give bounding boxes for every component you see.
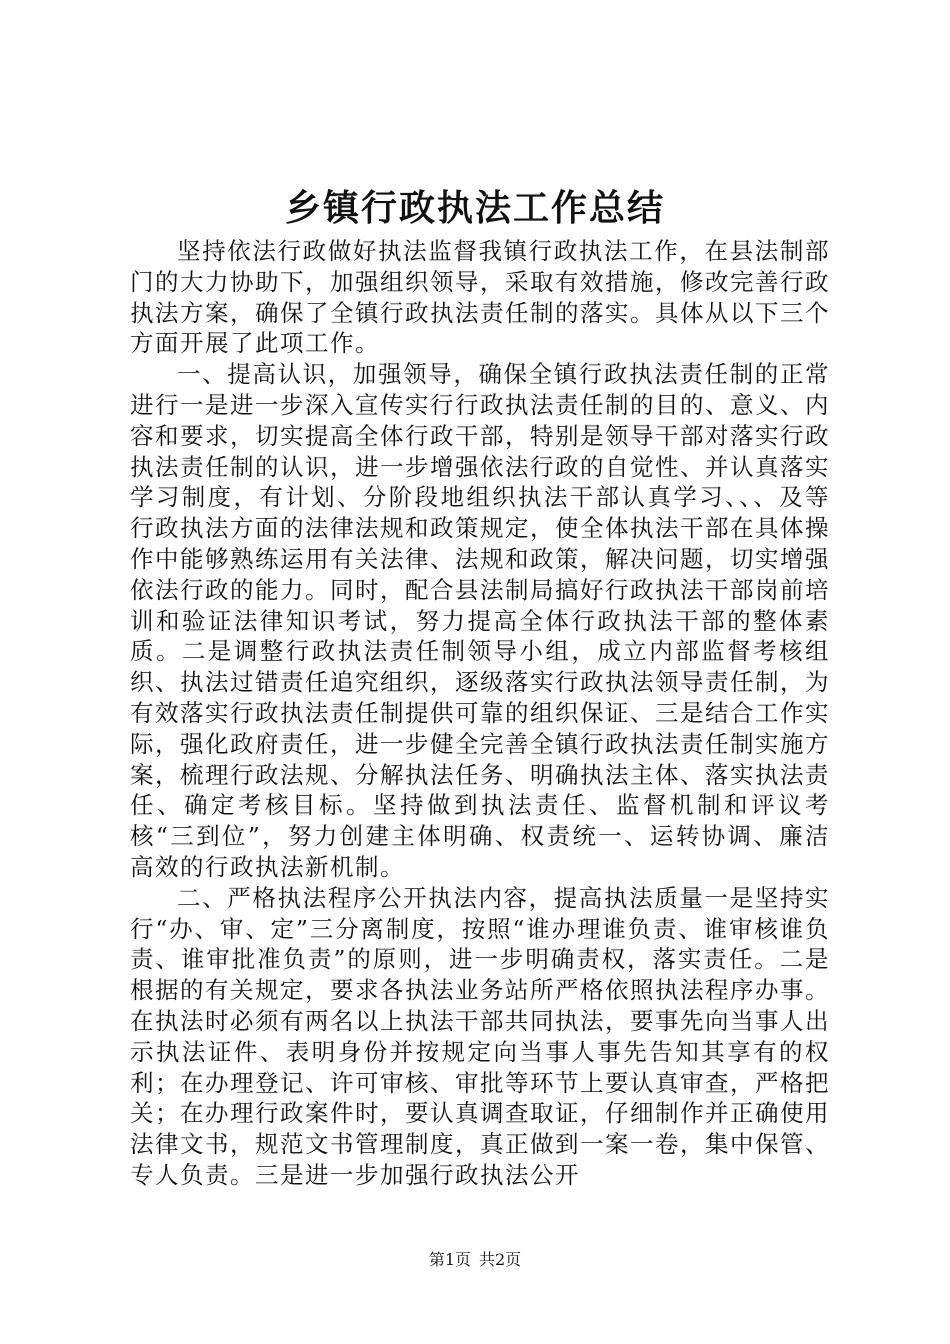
paragraph-intro: 坚持依法行政做好执法监督我镇行政执法工作，在县法制部门的大力协助下，加强组织领导，采取有效措施，修改完善行政执法方案，确保了全镇行政执法责任制的落实。具体从以下三个方面开展了此项工作。 <box>130 237 830 358</box>
document-body <box>130 236 830 1191</box>
page-footer <box>0 1248 950 1272</box>
paragraph-section-two: 二、严格执法程序公开执法内容，提高执法质量一是坚持实行“办、审、定”三分离制度，按照“谁办理谁负责、谁审核谁负责、谁审批准负责”的原则，进一步明确责权，落实责任。二是根据的有关规定，要求各执法业务站所严格依照执法程序办事。在执法时必须有两名以上执法干部共同执法，要事先向当事人出示执法证件、表明身份并按规定向当事人事先告知其享有的权利；在办理登记、许可审核、审批等环节上要认真审查，严格把关；在办理行政案件时，要认真调查取证，仔细制作并正确使用法律文书，规范文书管理制度，真正做到一案一卷，集中保管、专人负责。三是进一步加强行政执法公开 <box>130 883 830 1189</box>
page-total: 共2页 <box>479 1250 522 1269</box>
page-number: 第1页 <box>428 1250 471 1269</box>
paragraph-section-one: 一、提高认识，加强领导，确保全镇行政执法责任制的正常进行一是进一步深入宣传实行行政执法责任制的目的、意义、内容和要求，切实提高全体行政干部，特别是领导干部对落实行政执法责任制的认识，进一步增强依法行政的自觉性、并认真落实学习制度，有计划、分阶段地组织执法干部认真学习、、、及等行政执法方面的法律法规和政策规定，使全体执法干部在具体操作中能够熟练运用有关法律、法规和政策，解决问题，切实增强依法行政的能力。同时，配合县法制局搞好行政执法干部岗前培训和验证法律知识考试，努力提高全体行政执法干部的整体素质。二是调整行政执法责任制领导小组，成立内部监督考核组织、执法过错责任追究组织，逐级落实行政执法领导责任制，为有效落实行政执法责任制提供可靠的组织保证、三是结合工作实际，强化政府责任，进一步健全完善全镇行政执法责任制实施方案，梳理行政法规、分解执法任务、明确执法主体、落实执法责任、确定考核目标。坚持做到执法责任、监督机制和评议考核“三到位”，努力创建主体明确、权责统一、运转协调、廉洁高效的行政执法新机制。 <box>130 360 830 881</box>
document-title: 乡镇行政执法工作总结 <box>284 187 665 229</box>
